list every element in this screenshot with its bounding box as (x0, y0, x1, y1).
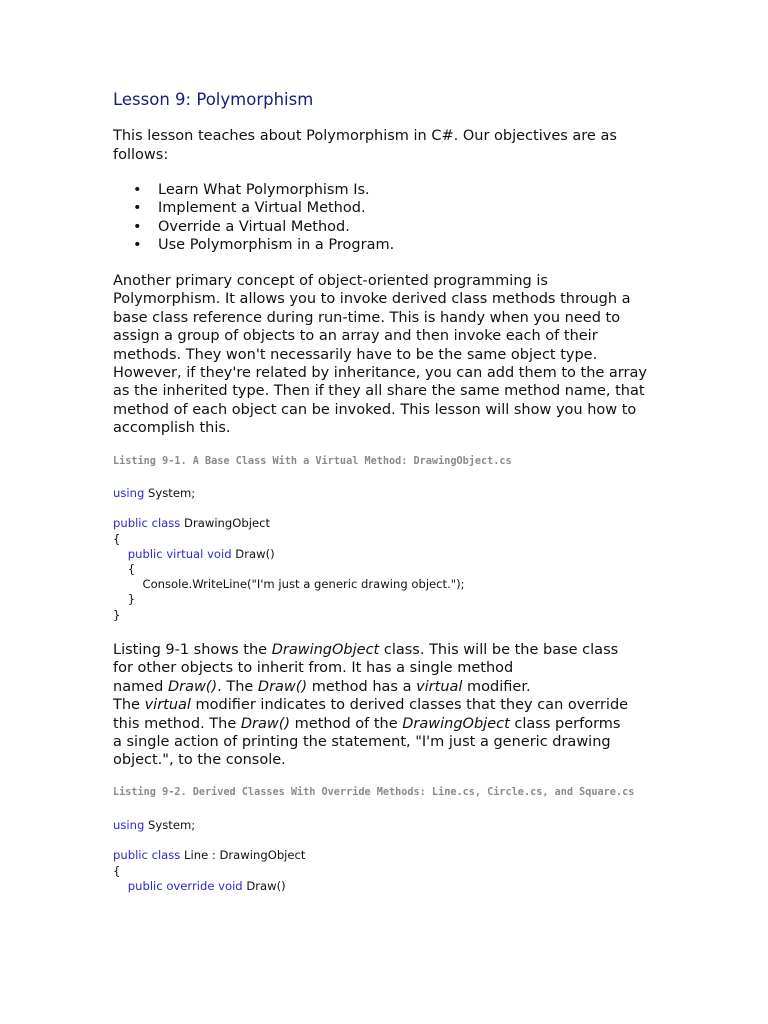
text-run: modifier indicates to derived classes that they can override (190, 697, 629, 714)
code-line: } (113, 607, 121, 622)
list-item (113, 199, 394, 217)
code-line (113, 879, 305, 894)
emphasis-text: Draw() (167, 678, 218, 695)
list-item (113, 236, 394, 254)
text-line: for other objects to inherit from. It has a single method (113, 660, 514, 677)
code-line: { (113, 531, 121, 546)
code-keyword: public override void (127, 878, 243, 893)
text-run: modifier. (462, 678, 531, 695)
emphasis-text: Draw() (257, 678, 308, 695)
text-run: named (113, 678, 168, 695)
text-line (113, 696, 653, 714)
emphasis-text: DrawingObject (402, 715, 510, 732)
text-run: class performs (509, 715, 621, 732)
list-item (113, 218, 394, 236)
text-line: object.", to the console. (113, 752, 286, 769)
objective-text: Learn What Polymorphism Is. (158, 182, 370, 198)
intro-paragraph: This lesson teaches about Polymorphism in C#. Our objectives are as follows: (113, 128, 617, 163)
code-line (113, 516, 465, 531)
text-run: method of the (290, 715, 403, 732)
text-run: The (113, 697, 145, 714)
objective-text: Use Polymorphism in a Program. (158, 237, 395, 254)
code-indent (113, 879, 128, 893)
list-item (113, 181, 394, 199)
drawingobject-explanation (113, 641, 653, 770)
objective-text: Implement a Virtual Method. (158, 200, 366, 217)
listing-caption: Listing 9-1. A Base Class With a Virtual Method: DrawingObject.cs (113, 456, 512, 467)
polymorphism-paragraph: Another primary concept of object-oriented programming is Polymorphism. It allows you to invoke derived class methods through a base class reference during run-time. This is handy when you need to assign a group of objects to an array and then invoke each of their methods. They won't necessarily have to be the same object type. However, if they're related by inheritance, you can add them to the array as the inherited type. Then if they all share the same method name, that method of each object can be invoked. This lesson will show you how to accomplish this. (113, 273, 647, 437)
code-keyword: public class (113, 516, 181, 531)
bullet-icon: • (133, 200, 142, 217)
code-text: System; (144, 818, 196, 832)
code-line: { (113, 863, 121, 878)
code-indent (113, 547, 128, 561)
text-run: class. This will be the base class (379, 642, 619, 658)
bullet-icon: • (133, 237, 142, 254)
objectives-list (113, 181, 394, 255)
code-keyword: using (113, 486, 145, 500)
code-line: Console.WriteLine("I'm just a generic drawing object."); (113, 577, 465, 592)
code-line (113, 486, 465, 501)
code-text: Draw() (242, 878, 286, 893)
emphasis-text: DrawingObject (271, 642, 380, 658)
text-run: Listing 9-1 shows the (113, 642, 272, 658)
code-keyword: public virtual void (127, 546, 232, 561)
page-title: Lesson 9: Polymorphism (113, 90, 314, 109)
text-line (113, 641, 653, 659)
code-line: } (113, 592, 136, 607)
code-line-blank (113, 501, 465, 516)
code-text: DrawingObject (180, 516, 271, 531)
code-text: Line : DrawingObject (180, 848, 306, 863)
code-line (113, 818, 305, 833)
code-line (113, 547, 465, 562)
listing-caption: Listing 9-2. Derived Classes With Override Methods: Line.cs, Circle.cs, and Square.cs (113, 787, 635, 798)
bullet-icon: • (133, 182, 142, 198)
text-line (113, 715, 653, 733)
emphasis-text: virtual (144, 697, 191, 714)
code-line: { (113, 561, 136, 576)
code-keyword: public class (113, 848, 181, 863)
text-line (113, 678, 653, 696)
text-run: . The (217, 678, 258, 695)
code-listing (113, 818, 305, 894)
emphasis-text: Draw() (240, 715, 291, 732)
emphasis-text: virtual (416, 678, 463, 695)
code-keyword: using (113, 818, 145, 832)
objective-text: Override a Virtual Method. (158, 218, 350, 235)
bullet-icon: • (133, 218, 142, 235)
code-text: System; (144, 486, 196, 500)
text-line: a single action of printing the statement, "I'm just a generic drawing (113, 734, 611, 751)
code-line-blank (113, 833, 305, 848)
text-run: this method. The (113, 715, 241, 732)
code-listing (113, 486, 465, 623)
text-run: method has a (307, 678, 417, 695)
code-line (113, 848, 305, 863)
code-text: Draw() (231, 546, 275, 561)
